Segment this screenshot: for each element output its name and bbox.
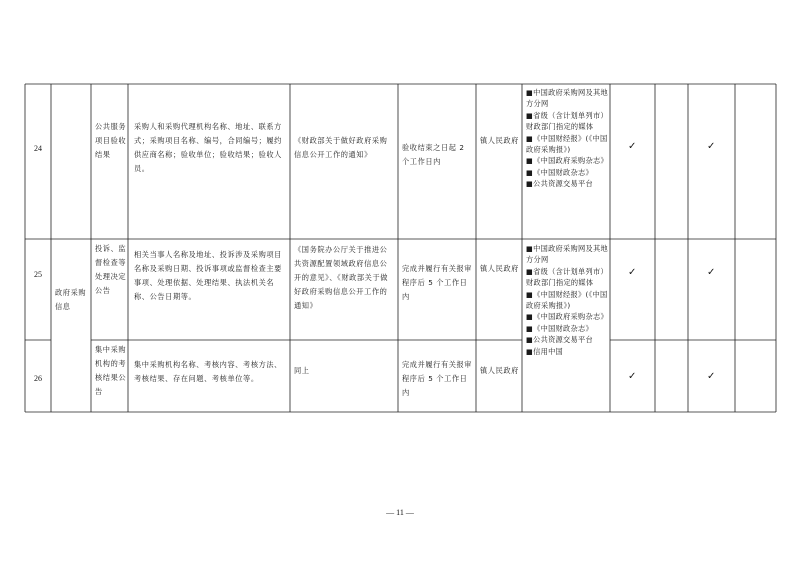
channel-item: ■《中国财经报》(《中国政府采购报》): [526, 133, 608, 155]
disclosure-basis: 同上: [294, 366, 310, 375]
item-name: 集中采购机构的考核结果公告: [95, 345, 127, 396]
item-name: 公共服务项目验收结果: [95, 122, 127, 159]
disclosure-basis: 《国务院办公厅关于推进公共资源配置领域政府信息公开的意见》、《财政部关于做好政府采购信息公开工作的通知》: [294, 245, 389, 310]
checkmark: ✓: [628, 267, 637, 278]
disclosure-subject: 镇人民政府: [480, 366, 519, 375]
channel-list: [526, 243, 608, 357]
disclosure-deadline: 完成并履行有关报审程序后 5 个工作日内: [402, 264, 473, 301]
channel-item: ■信用中国: [526, 346, 564, 356]
channel-item: ■中国政府采购网及其地方分网: [526, 88, 608, 109]
disclosure-deadline: 完成并履行有关报审程序后 5 个工作日内: [402, 360, 473, 397]
disclosure-subject: 镇人民政府: [480, 264, 519, 273]
row-number: 24: [34, 144, 42, 153]
channel-item: ■公共资源交易平台: [526, 335, 593, 345]
disclosure-content: 集中采购机构名称、考核内容、考核方法、考核结果、存在问题、考核单位等。: [134, 360, 282, 383]
disclosure-deadline: 验收结束之日起 2 个工作日内: [402, 143, 465, 166]
channel-list: [526, 87, 608, 190]
disclosure-subject: 镇人民政府: [480, 136, 519, 145]
checkmark: ✓: [628, 141, 637, 152]
channel-item: ■省级（含计划单列市）财政部门指定的媒体: [526, 266, 608, 288]
disclosure-content: 相关当事人名称及地址、投诉涉及采购项目名称及采购日期、投诉事项或监督检查主要事项、处理依据、处理结果、执法机关名称、公告日期等。: [134, 250, 282, 301]
page-number: — 11 —: [386, 508, 414, 517]
channel-item: ■《中国政府采购杂志》: [526, 156, 608, 166]
channel-item: ■《中国政府采购杂志》: [526, 312, 608, 322]
channel-item: ■《中国财政杂志》: [526, 323, 593, 333]
channel-item: ■《中国财政杂志》: [526, 167, 593, 177]
channel-item: ■《中国财经报》(《中国政府采购报》): [526, 289, 608, 311]
disclosure-basis: 《财政部关于做好政府采购信息公开工作的通知》: [294, 136, 388, 159]
disclosure-content: 采购人和采购代理机构名称、地址、联系方式；采购项目名称、编号，合同编号；履约供应商名称；验收单位；验收结果；验收人员。: [134, 122, 282, 173]
row-number: 26: [34, 374, 42, 383]
category-cell: 政府采购信息: [55, 288, 87, 311]
checkmark: ✓: [707, 141, 716, 152]
checkmark: ✓: [707, 267, 716, 278]
checkmark: ✓: [707, 371, 716, 382]
row-number: 25: [34, 270, 42, 279]
item-name: 投诉、监督检查等处理决定公告: [95, 244, 127, 295]
channel-item: ■省级（含计划单列市）财政部门指定的媒体: [526, 110, 608, 132]
channel-item: ■公共资源交易平台: [526, 179, 593, 189]
checkmark: ✓: [628, 371, 637, 382]
channel-item: ■中国政府采购网及其地方分网: [526, 244, 608, 265]
